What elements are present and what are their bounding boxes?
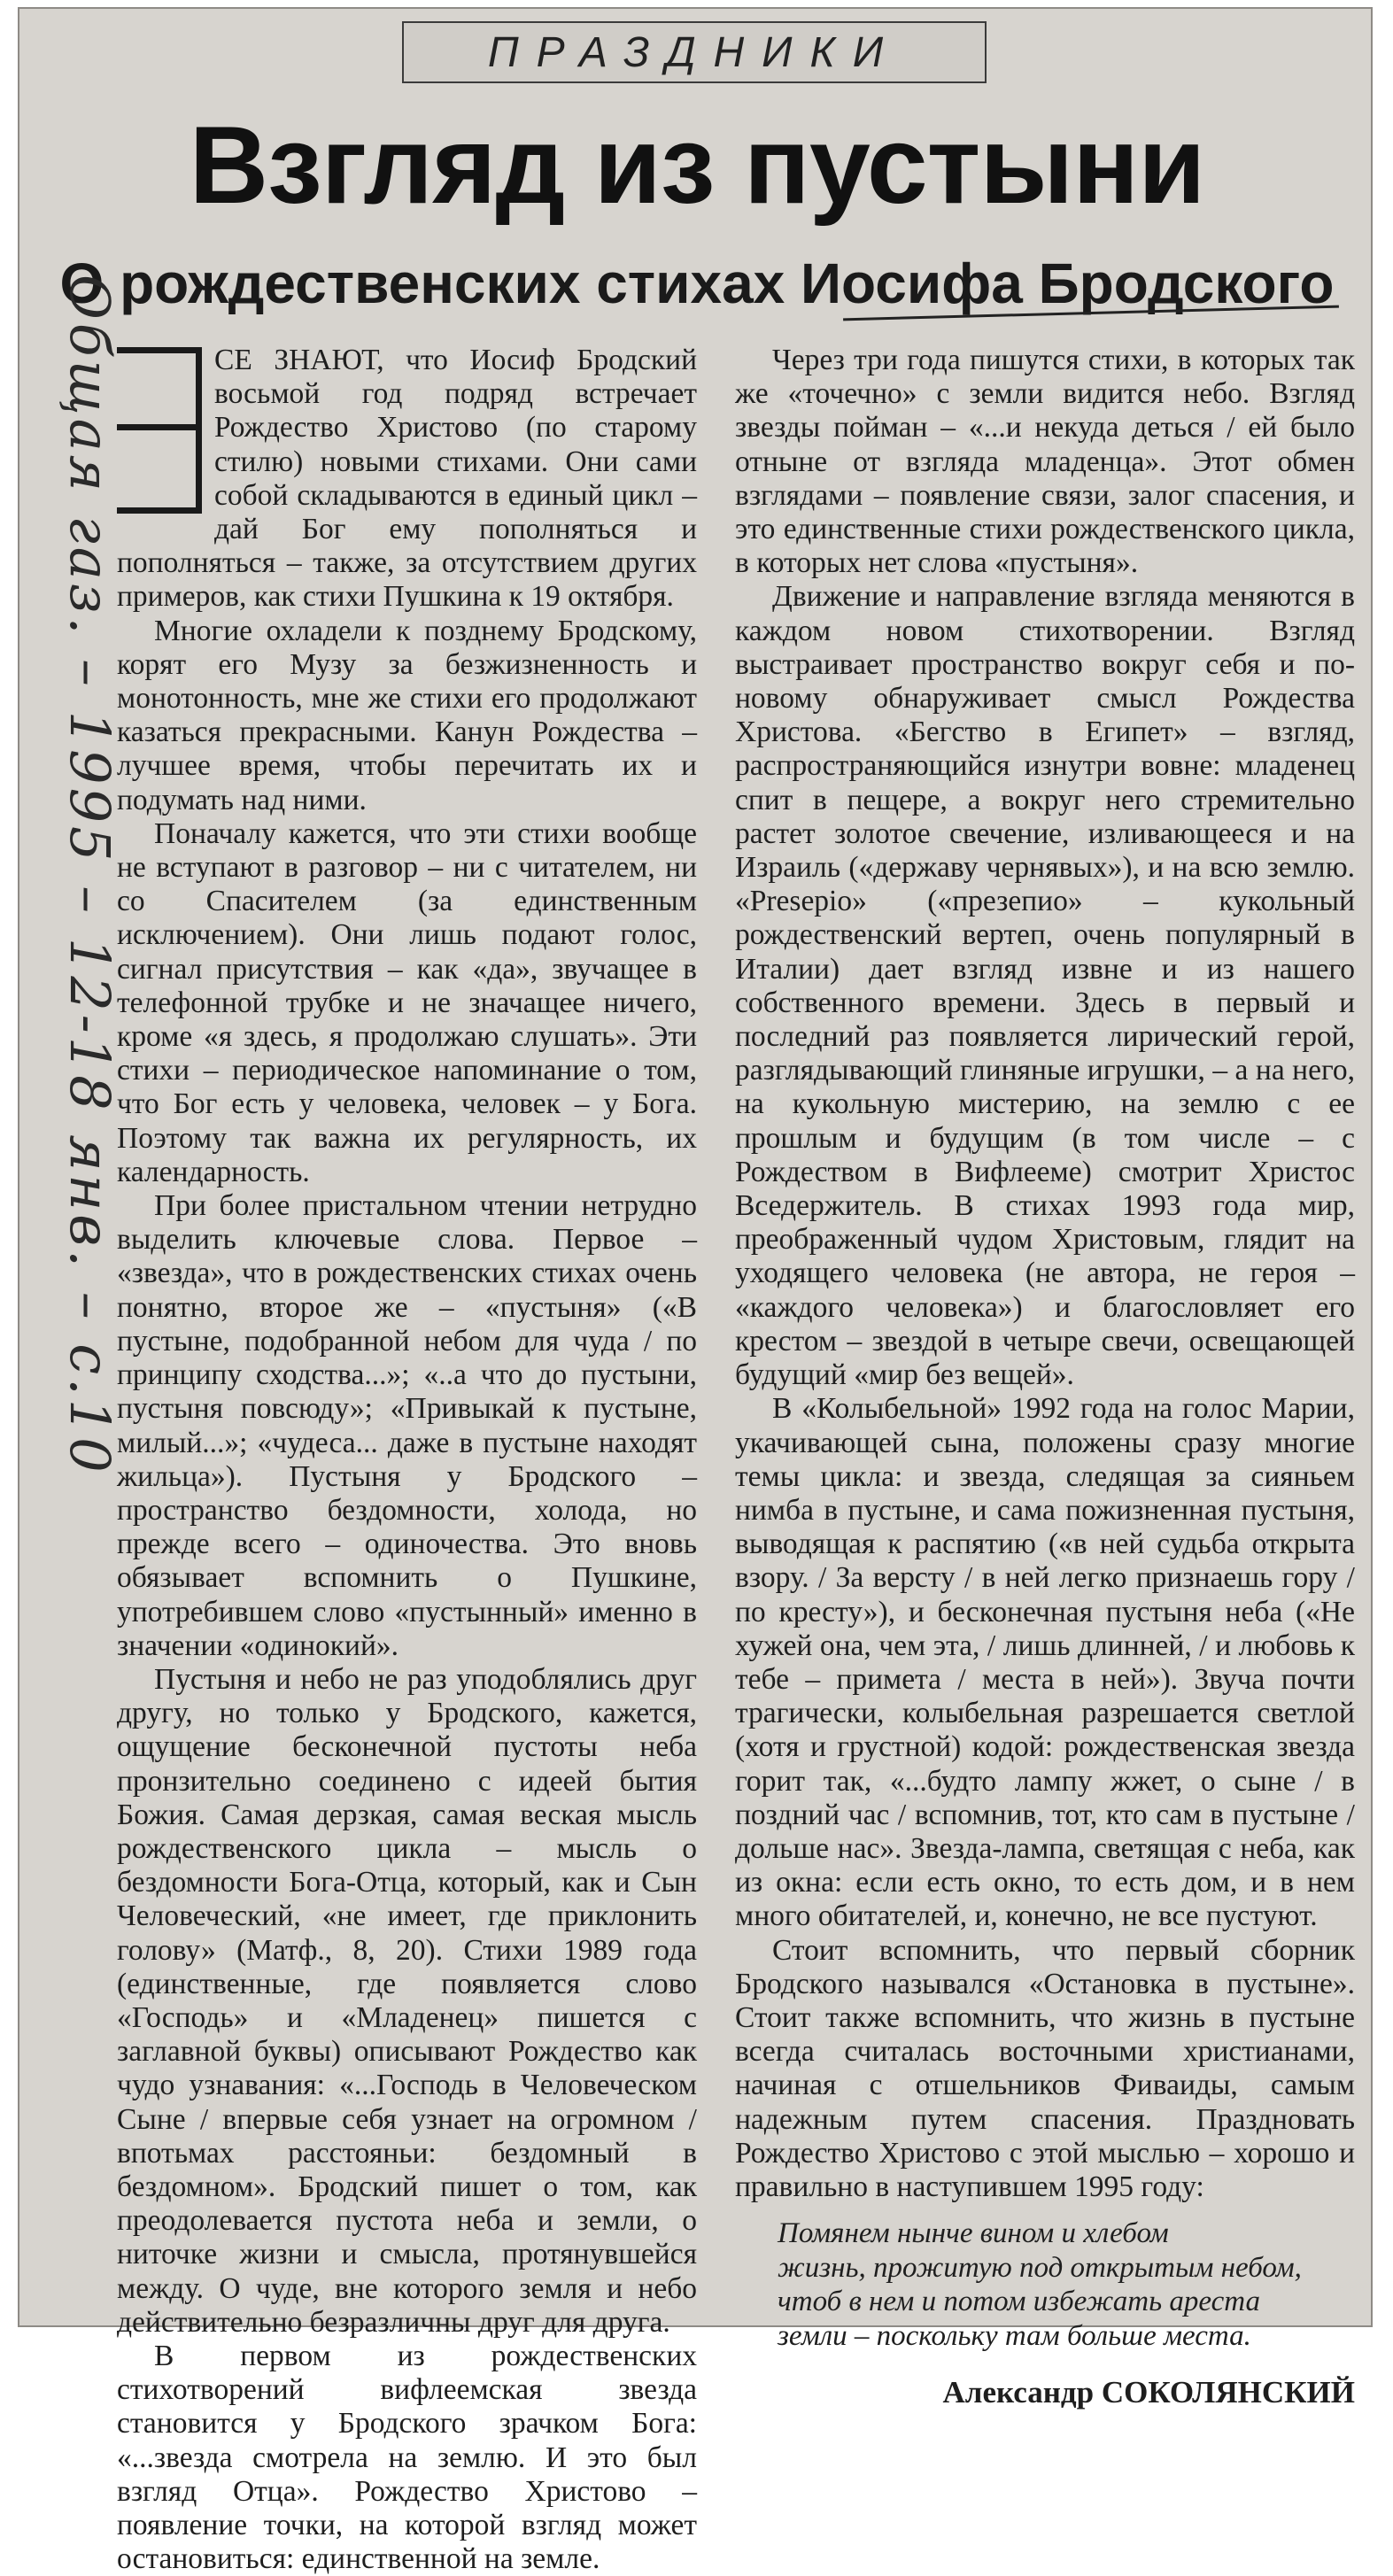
poem-line: Помянем нынче вином и хлебом bbox=[778, 2217, 1169, 2250]
paragraph: Пустыня и небо не раз уподоблялись друг другу, но только у Бродского, кажется, ощущение бесконечной пустоты неба пронзительно соединено с идеей бытия Божия. Самая дерзкая, самая веская мысль рождественского цикла – мысль о бездомности Бога-Отца, который, как и Сын Человеческий, «не имеет, где приклонить голову» (Матф., 8, 20). Стихи 1989 года (единственные, где появляется слово «Господь» и «Младенец» пишется с заглавной буквы) описывают Рождество как чудо узнавания: «...Господь в Человеческом Сыне / впервые себя узнает на огромном / впотьмах расстояньи: бездомный в бездомном». Бродский пишет о том, как преодолевается пустота неба и земли, о ниточке жизни и смысла, протянувшейся между. О чуде, вне которого земля и небо действительно безразличны друг для друга. bbox=[117, 1662, 697, 2339]
paragraph: Стоит вспомнить, что первый сборник Бродского назывался «Остановка в пустыне». Стоит также вспомнить, что жизнь в пустыне всегда считалась восточными христианами, начиная с отшельников Фиваиды, самым надежным путем спасения. Праздновать Рождество Христово с этой мыслью – хорошо и правильно в наступившем 1995 году: bbox=[735, 1933, 1355, 2203]
drop-cap-letter bbox=[117, 347, 202, 514]
paragraph: Через три года пишутся стихи, в которых так же «точечно» с земли видится небо. Взгляд звезды пойман – «...и некуда деться / ей было отныне от взгляда младенца». Этот обмен взглядами – появление связи, залог спасения, и это единственные стихи рождественского цикла, в которых нет слова «пустыня». bbox=[735, 344, 1355, 580]
newspaper-clipping bbox=[18, 7, 1373, 2576]
paragraph: СЕ ЗНАЮТ, что Иосиф Бродский восьмой год подряд встречает Рождество Христово (по старому стилю) новыми стихами. Они сами собой складываются в единый цикл – дай Бог ему пополняться и пополняться – также, за отсутствием других примеров, как стихи Пушкина к 19 октября. bbox=[117, 344, 697, 614]
right-column bbox=[735, 344, 1355, 2410]
paragraph: Движение и направление взгляда меняются в каждом новом стихотворении. Взгляд выстраивает пространство вокруг себя и по-новому обнаруживает смысл Рождества Христова. «Бегство в Египет» – взгляд, распространяющийся изнутри вовне: младенец спит в пещере, а вокруг него стремительно растет золотое свечение, изливающееся и на Израиль («державу чернявых»), и на всю землю. «Presepio» («презепио» – кукольный рождественский вертеп, очень популярный в Италии) дает взгляд извне и из нашего собственного времени. Здесь в первый и последний раз появляется лирический герой, разглядывающий глиняные игрушки, – а на него, на кукольную мистерию, на землю с ее прошлым и будущим (в том числе – с Рождеством в Вифлееме) смотрит Христос Вседержитель. В стихах 1993 года мир, преображенный чудом Христовым, глядит на уходящего человека (не автора, не героя – «каждого человека») и благословляет его крестом – звездой в четыре свечи, освещающей будущий «мир без вещей». bbox=[735, 580, 1355, 1392]
poem-line: чтоб в нем и потом избежать ареста bbox=[778, 2286, 1260, 2318]
handwritten-source-note bbox=[51, 275, 122, 2090]
paragraph: При более пристальном чтении нетрудно выделить ключевые слова. Первое – «звезда», что в рождественских стихах очень понятно, второе же – «пустыня» («В пустыне, подобранной небом для чуда / по принципу сходства...»; «..а что до пустыни, пустыня повсюду»; «Привыкай к пустыне, милый...»; «чудеса... даже в пустыне находят жильца»). Пустыня у Бродского – пространство бездомности, холода, но прежде всего – одиночества. Это вновь обязывает вспомнить о Пушкине, употребившем слово «пустынный» именно в значении «одинокий». bbox=[117, 1189, 697, 1662]
left-column bbox=[117, 344, 697, 2576]
article-headline: Взгляд из пустыни bbox=[189, 104, 1205, 227]
article-subtitle: О рождественских стихах Иосифа Бродского bbox=[59, 251, 1335, 315]
section-rubric: ПРАЗДНИКИ bbox=[402, 21, 987, 83]
poem-line: земли – поскольку там больше места. bbox=[778, 2319, 1251, 2352]
paragraph: В «Колыбельной» 1992 года на голос Марии, укачивающей сына, положены сразу многие темы цикла: и звезда, следящая за сияньем нимба в пустыне, и сама пожизненная пустыня, выводящая к распятию («в ней судьба открыта взору. / За версту / в ней легко признаешь гору / по кресту»), и бесконечная пустыня неба («Не хужей она, чем эта, / лишь длинней, / и любовь к тебе – примета / места в ней»). Звуча почти трагически, колыбельная разрешается светлой (хотя и грустной) кодой: рождественская звезда горит так, «...будто лампу жжет, о сыне / в поздний час / вспомнив, тот, кто сам в пустыне / дольше нас». Звезда-лампа, светящая с неба, как из окна: если есть окно, то есть дом, и в нем много обитателей, и, конечно, не все пустуют. bbox=[735, 1392, 1355, 1933]
author-byline: Александр СОКОЛЯНСКИЙ bbox=[942, 2375, 1355, 2410]
paragraph: Поначалу кажется, что эти стихи вообще не вступают в разговор – ни с читателем, ни со Спасителем (за единственным исключением). Они лишь подают голос, сигнал присутствия – как «да», звучащее в телефонной трубке и не значащее ничего, кроме «я здесь, я продолжаю слушать». Эти стихи – периодическое напоминание о том, что Бог есть у человека, человек – у Бога. Поэтому так важна их регулярность, их календарность. bbox=[117, 816, 697, 1188]
poem-quote bbox=[778, 2216, 1355, 2353]
paragraph: Многие охладели к позднему Бродскому, корят его Музу за безжизненность и монотонность, мне же стихи его продолжают казаться прекрасными. Канун Рождества – лучшее время, чтобы перечитать их и подумать над ними. bbox=[117, 614, 697, 816]
poem-line: жизнь, прожитую под открытым небом, bbox=[778, 2251, 1302, 2284]
paragraph: В первом из рождественских стихотворений вифлеемская звезда становится у Бродского зрачком Бога: «...звезда смотрела на землю. И это был взгляд Отца». Рождество Христово – появление точки, на которой взгляд может остановиться: единственной на земле. bbox=[117, 2339, 697, 2576]
handwritten-note-text: Общая газ. – 1995 – 12-18 янв. – с.10 bbox=[58, 275, 122, 1476]
